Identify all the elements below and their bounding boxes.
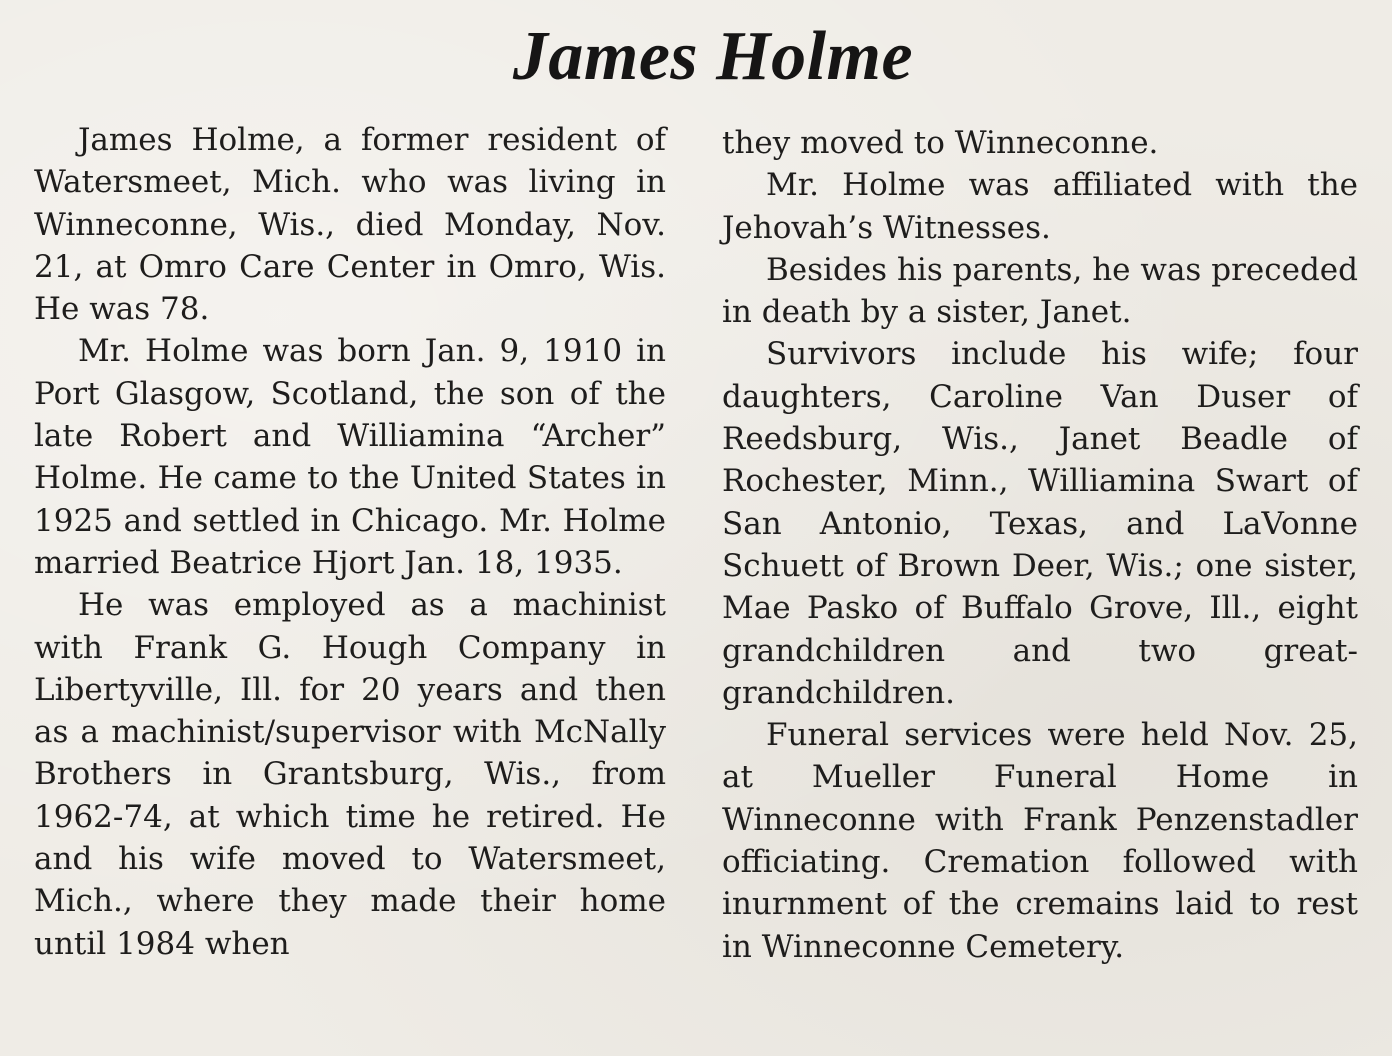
paragraph-funeral: Funeral services were held Nov. 25, at Mueller Funeral Home in Winneconne with Frank Penzenstadler officiating. Cremation followed with inurnment of the cremains laid to rest in Winneconne Cemetery.	[722, 717, 1358, 965]
left-column	[34, 119, 666, 965]
obituary-headline	[0, 18, 1392, 96]
paragraph-birth-marriage: Mr. Holme was born Jan. 9, 1910 in Port Glasgow, Scotland, the son of the late Robert and Williamina “Archer” Holme. He came to the United States in 1925 and settled in Chicago. Mr. Holme married Beatrice Hjort Jan. 18, 1935.	[34, 333, 666, 581]
paragraph-employment-continued: they moved to Winneconne.	[722, 125, 1159, 161]
paragraph-preceded: Besides his parents, he was preceded in death by a sister, Janet.	[722, 251, 1358, 331]
right-column	[722, 122, 1358, 968]
paragraph-religion: Mr. Holme was affiliated with the Jehovah’s Witnesses.	[722, 167, 1358, 246]
headline-text: James Holme	[512, 18, 914, 95]
paragraph-employment: He was employed as a machinist with Frank G. Hough Company in Libertyville, Ill. for 20 years and then as a machinist/supervisor with McNally Brothers in Grantsburg, Wis., from 1962-74, at which time he retired. He and his wife moved to Watersmeet, Mich., where they made their home until 1984 when	[34, 587, 666, 962]
paragraph-survivors: Survivors include his wife; four daughters, Caroline Van Duser of Reedsburg, Wis., Janet Beadle of Rochester, Minn., Williamina Swart of San Antonio, Texas, and LaVonne Schuett of Brown Deer, Wis.; one sister, Mae Pasko of Buffalo Grove, Ill., eight grandchildren and two great-grandchildren.	[722, 336, 1358, 711]
paragraph-death-notice: James Holme, a former resident of Watersmeet, Mich. who was living in Winneconne, Wis., died Monday, Nov. 21, at Omro Care Center in Omro, Wis. He was 78.	[34, 122, 666, 328]
